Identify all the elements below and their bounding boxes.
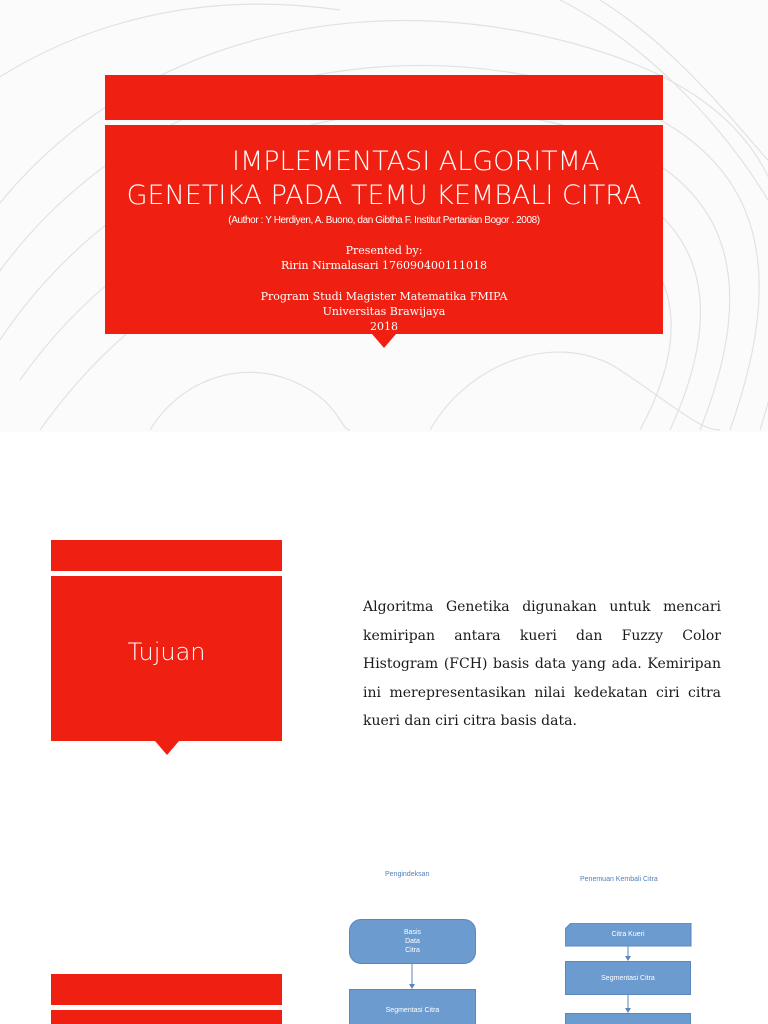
title-line-2: GENETIKA PADA TEMU KEMBALI CITRA	[126, 180, 642, 211]
program-name: Program Studi Magister Matematika FMIPA	[260, 290, 508, 303]
tujuan-top-band	[51, 540, 282, 571]
authors-line: (Author : Y Herdiyen, A. Buono, dan Gibtha F. Institut Pertanian Bogor . 2008)	[228, 215, 540, 226]
title-top-band	[105, 75, 663, 120]
title-line-1: IMPLEMENTASI ALGORITMA	[232, 146, 600, 177]
basis-data-citra-box: Basis Data Citra	[349, 919, 476, 964]
slide-title	[0, 0, 768, 432]
tujuan-panel-pointer	[155, 741, 179, 755]
year: 2018	[370, 320, 398, 333]
segmentasi-citra-box-right: Segmentasi Citra	[565, 961, 691, 995]
segmentasi-citra-box-left: Segmentasi Citra	[349, 989, 476, 1024]
tujuan-body-text: Algoritma Genetika digunakan untuk mencari kemiripan antara kueri dan Fuzzy Color Histogram (FCH) basis data yang ada. Kemiripan ini merepresentasikan nilai kedekatan ciri citra kueri dan ciri citra basis data.	[363, 599, 721, 729]
tujuan-heading: Tujuan	[127, 638, 206, 666]
pengindeksan-label: Pengindeksan	[385, 871, 430, 878]
slide-tujuan	[0, 432, 768, 864]
university-name: Universitas Brawijaya	[322, 305, 446, 318]
next-step-box-right	[565, 1013, 691, 1024]
presented-by-label: Presented by:	[345, 244, 423, 257]
slide-flowchart	[0, 864, 768, 1024]
penemuan-kembali-label: Penemuan Kembali Citra	[580, 876, 658, 883]
citra-kueri-label: Citra Kueri	[611, 931, 645, 938]
presenter-name: Ririn Nirmalasari 176090400111018	[280, 259, 488, 272]
title-panel-pointer	[372, 334, 396, 348]
